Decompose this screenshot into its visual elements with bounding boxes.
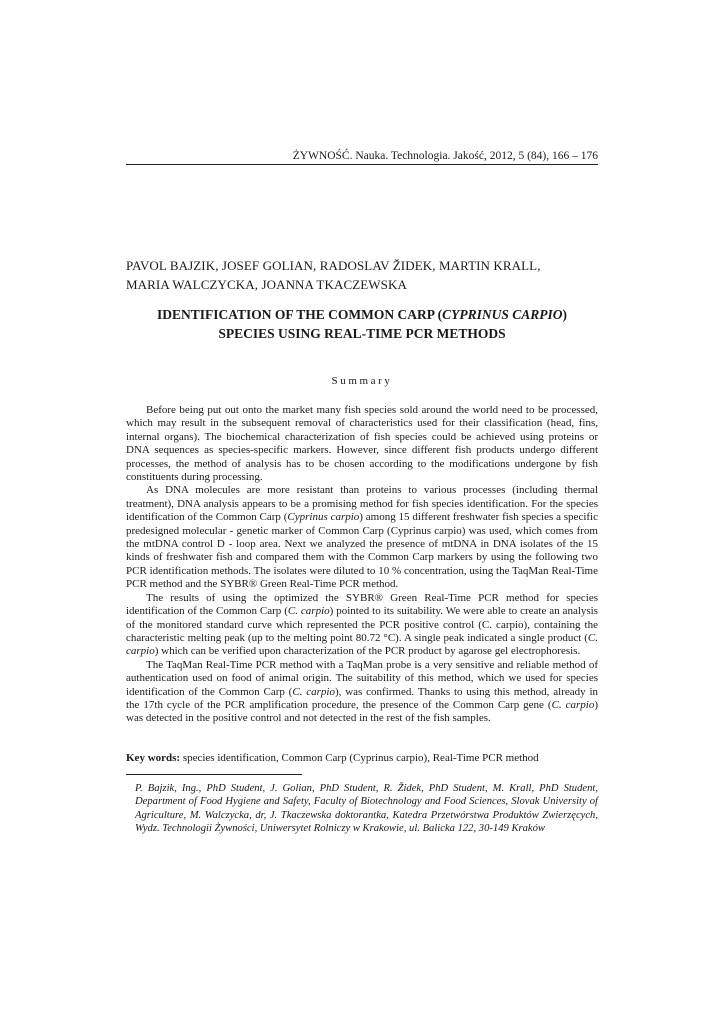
author-line-1: PAVOL BAJZIK, JOSEF GOLIAN, RADOSLAV ŽIDEK, MARTIN KRALL, (126, 258, 541, 273)
keywords-label: Key words: (126, 752, 181, 764)
author-line-2: MARIA WALCZYCKA, JOANNA TKACZEWSKA (126, 277, 407, 292)
title-line-1 (126, 305, 598, 324)
abstract-paragraph: The TaqMan Real-Time PCR method with a TaqMan probe is a very sensitive and reliable method of authentication used on food of animal origin. The suitability of this method, which we used for species identification of the Common Carp (C. carpio), was confirmed. Thanks to using this method, already in the 17th cycle of the PCR amplification procedure, the presence of the Common Carp gene (C. carpio) was detected in the positive control and not detected in the rest of the fish samples. (126, 658, 598, 725)
abstract-paragraph: As DNA molecules are more resistant than proteins to various processes (including thermal treatment), DNA analysis appears to be a promising method for fish species identification. For the species identification of the Common Carp (Cyprinus carpio) among 15 different freshwater fish species a specific predesigned molecular - genetic marker of Common Carp (Cyprinus carpio) was used, which comes from the mtDNA control D - loop area. Next we analyzed the presence of mtDNA in DNA isolates of the 15 kinds of freshwater fish and compared them with the Common Carp markers by using the following two PCR identification methods. The isolates were diluted to 10 % concentration, using the TaqMan Real-Time PCR method and the SYBR® Green Real-Time PCR method. (126, 484, 598, 591)
footnote-divider (126, 774, 302, 775)
header-divider (126, 164, 598, 165)
author-affiliations: P. Bajzik, Ing., PhD Student, J. Golian, PhD Student, R. Židek, PhD Student, M. Krall, PhD Student, Department of Food Hygiene and Safety, Faculty of Biotechnology and Food Sciences, Slovak University of Agriculture, M. Walczycka, dr, J. Tkaczewska doktorantka, Katedra Przetwórstwa Produktów Zwierzęcych, Wydz. Technologii Żywności, Uniwersytet Rolniczy w Krakowie, ul. Balicka 122, 30-149 Kraków (135, 783, 598, 835)
title-text-end: ) (562, 307, 568, 322)
title-species: CYPRINUS CARPIO (442, 307, 563, 322)
journal-citation: ŻYWNOŚĆ. Nauka. Technologia. Jakość, 2012, 5 (84), 166 – 176 (292, 150, 598, 162)
title-line-2: SPECIES USING REAL-TIME PCR METHODS (218, 326, 506, 341)
keywords-text: species identification, Common Carp (Cyprinus carpio), Real-Time PCR method (180, 752, 539, 764)
author-list (126, 256, 598, 294)
abstract-body (126, 404, 598, 726)
abstract-paragraph: Before being put out onto the market many fish species sold around the world need to be processed, which may result in the subsequent removal of characteristics used for their classification (head, fins, internal organs). The biochemical characterization of fish species could be achieved using proteins or DNA sequences as species-specific markers. However, since different fish products undergo different processes, the method of analysis has to be chosen according to the modifications undergone by fish constituents during processing. (126, 404, 598, 484)
title-text-start: IDENTIFICATION OF THE COMMON CARP ( (156, 307, 443, 322)
abstract-paragraph: The results of using the optimized the SYBR® Green Real-Time PCR method for species identification of the Common Carp (C. carpio) pointed to its suitability. We were able to create an analysis of the monitored standard curve which represented the PCR positive control (C. carpio), containing the characteristic melting peak (up to the melting point 80.72 °C). A single peak indicated a single product (C. carpio) which can be verified upon characterization of the PCR product by agarose gel electrophoresis. (126, 591, 598, 658)
keywords (126, 752, 598, 764)
article-title (126, 305, 598, 343)
summary-heading: Summary (331, 375, 393, 387)
